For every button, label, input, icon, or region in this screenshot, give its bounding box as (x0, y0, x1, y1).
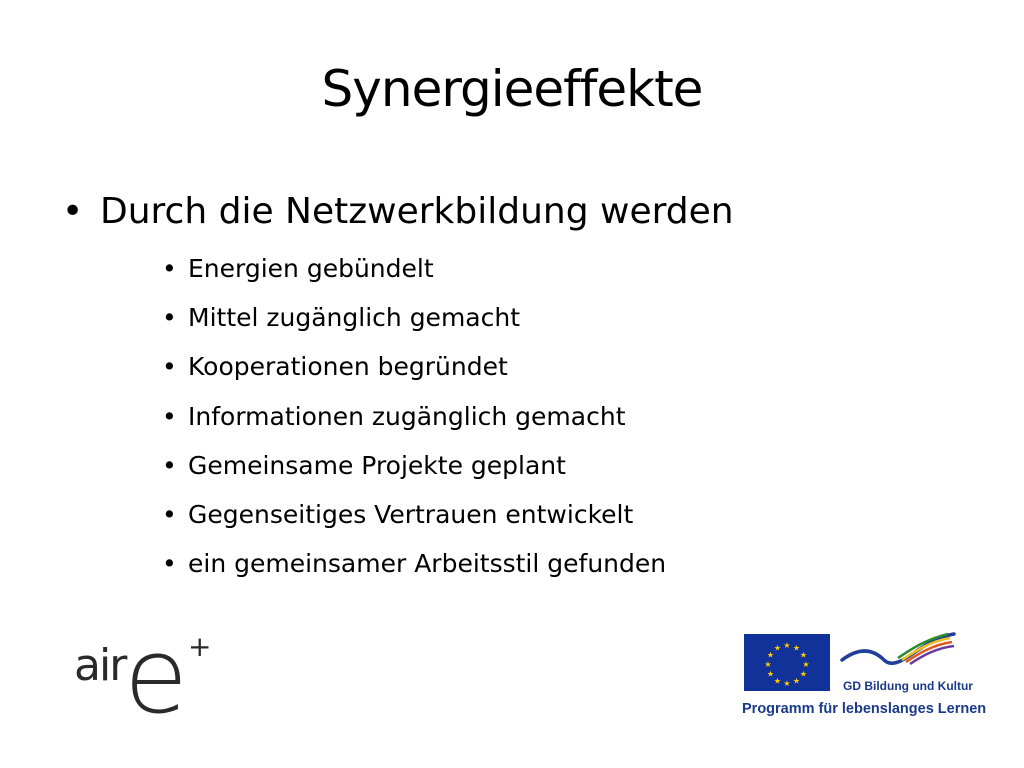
svg-text:★: ★ (766, 650, 775, 660)
main-bullet-text: Durch die Netzwerkbildung werden (100, 191, 734, 232)
svg-text:★: ★ (783, 679, 791, 688)
svg-text:★: ★ (773, 643, 782, 653)
sub-bullet-text: Gegenseitiges Vertrauen entwickelt (188, 499, 634, 529)
bullet-marker: • (162, 450, 177, 480)
aire-logo (74, 615, 224, 738)
bullet-marker: • (162, 303, 177, 333)
department-label: GD Bildung und Kultur (843, 679, 973, 693)
sub-bullet-text: ein gemeinsamer Arbeitsstil gefunden (188, 549, 667, 579)
aire-logo-air: air (74, 640, 126, 691)
svg-text:★: ★ (764, 660, 772, 669)
bullet-marker: • (162, 499, 177, 529)
sub-bullet-text: Kooperationen begründet (188, 352, 508, 382)
sub-bullet-item (162, 452, 666, 501)
svg-text:★: ★ (792, 643, 801, 653)
slide-title: Synergieeffekte (321, 60, 703, 118)
lifelong-learning-logo-icon (838, 630, 958, 676)
bullet-marker: • (162, 352, 177, 382)
bullet-marker: • (62, 191, 84, 232)
sub-bullet-item (162, 304, 666, 353)
sub-bullet-item (162, 403, 666, 452)
svg-text:★: ★ (802, 660, 810, 669)
eu-stars (744, 634, 830, 691)
svg-text:★: ★ (799, 669, 808, 679)
sub-bullet-text: Gemeinsame Projekte geplant (188, 450, 566, 480)
svg-text:★: ★ (792, 676, 801, 686)
svg-text:★: ★ (799, 650, 808, 660)
eu-flag-icon (744, 634, 830, 691)
sub-bullet-item (162, 353, 666, 402)
programme-label: Programm für lebenslanges Lernen (742, 701, 987, 717)
svg-text:★: ★ (766, 669, 775, 679)
svg-text:★: ★ (773, 676, 782, 686)
bullet-marker: • (162, 549, 177, 579)
bullet-marker: • (162, 401, 177, 431)
sub-bullet-text: Energien gebündelt (188, 254, 434, 283)
sub-bullet-list (162, 255, 666, 599)
sub-bullet-item (162, 501, 666, 550)
aire-logo-e: e (124, 615, 188, 737)
sub-bullet-item (162, 255, 666, 304)
sub-bullet-text: Informationen zugänglich gemacht (188, 401, 626, 431)
sub-bullet-text: Mittel zugänglich gemacht (188, 303, 521, 333)
aire-logo-plus: + (188, 630, 212, 663)
main-bullet (62, 191, 734, 232)
sub-bullet-item (162, 550, 666, 599)
svg-text:★: ★ (783, 641, 791, 650)
bullet-marker: • (162, 254, 177, 283)
